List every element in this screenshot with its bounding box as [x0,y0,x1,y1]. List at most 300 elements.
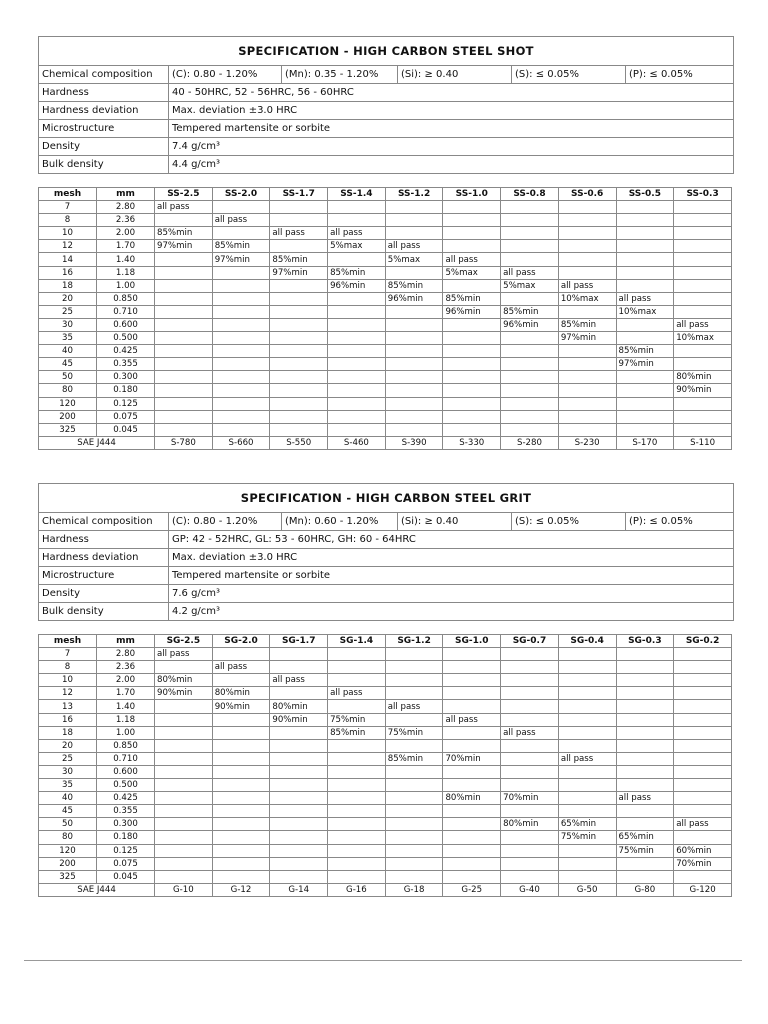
pass-cell [443,700,501,713]
pass-cell [616,240,674,253]
pass-cell [443,765,501,778]
pass-cell: 80%min [212,687,270,700]
pass-cell [270,648,328,661]
pass-cell [674,752,732,765]
pass-cell: 90%min [270,713,328,726]
pass-cell [501,292,559,305]
mesh-cell: 40 [39,792,97,805]
pass-cell [616,410,674,423]
pass-cell [270,240,328,253]
mesh-cell: 20 [39,292,97,305]
pass-cell [385,661,443,674]
pass-cell [443,831,501,844]
pass-cell [328,739,386,752]
table-row [39,831,732,844]
pass-cell [328,792,386,805]
mm-cell: 2.00 [97,674,155,687]
pass-cell: 75%min [616,844,674,857]
pass-cell: all pass [616,292,674,305]
sae-row [39,436,732,449]
table-row [39,423,732,436]
pass-cell [155,792,213,805]
table-row [39,279,732,292]
mm-cell: 0.710 [97,752,155,765]
pass-cell: 5%max [501,279,559,292]
hardness-label: Hardness [39,531,169,548]
pass-cell [270,857,328,870]
pass-cell: 97%min [212,253,270,266]
table-row [39,253,732,266]
pass-cell [616,713,674,726]
pass-cell [443,332,501,345]
pass-cell [212,201,270,214]
pass-cell [558,726,616,739]
grade-header: SS-0.5 [616,188,674,201]
pass-cell [501,674,559,687]
grade-header: SS-0.6 [558,188,616,201]
pass-cell [558,792,616,805]
table-row [39,358,732,371]
pass-cell [328,345,386,358]
pass-cell [155,739,213,752]
pass-cell [674,700,732,713]
micro-label: Microstructure [39,120,169,137]
deviation-value: Max. deviation ±3.0 HRC [172,552,298,563]
pass-cell [212,844,270,857]
pass-cell [328,214,386,227]
pass-cell [212,857,270,870]
pass-cell [558,805,616,818]
sae-grade-cell: G-25 [443,883,501,896]
pass-cell: all pass [674,318,732,331]
pass-cell [443,240,501,253]
sae-grade-cell: S-660 [212,436,270,449]
pass-cell: 5%max [443,266,501,279]
pass-cell [558,240,616,253]
pass-cell [674,726,732,739]
pass-cell [501,240,559,253]
mm-cell: 0.500 [97,332,155,345]
mesh-cell: 7 [39,201,97,214]
pass-cell [270,371,328,384]
pass-cell [270,384,328,397]
pass-cell: 75%min [328,713,386,726]
sae-grade-cell: G-14 [270,883,328,896]
shot-micro-row [39,120,733,138]
pass-cell [155,726,213,739]
mesh-cell: 12 [39,687,97,700]
pass-cell [616,687,674,700]
pass-cell [501,870,559,883]
density-label: Density [39,585,169,602]
shot-spec-title: SPECIFICATION - HIGH CARBON STEEL SHOT [39,37,733,66]
pass-cell [212,818,270,831]
pass-cell: 70%min [443,752,501,765]
table-row [39,661,732,674]
pass-cell [558,410,616,423]
mesh-cell: 200 [39,410,97,423]
pass-cell [616,423,674,436]
pass-cell [212,792,270,805]
pass-cell: 80%min [270,700,328,713]
pass-cell: all pass [270,227,328,240]
mesh-cell: 80 [39,831,97,844]
mm-cell: 0.600 [97,765,155,778]
pass-cell [328,700,386,713]
pass-cell [616,266,674,279]
pass-cell [443,384,501,397]
pass-cell: 90%min [212,700,270,713]
pass-cell: 10%max [558,292,616,305]
pass-cell [155,752,213,765]
pass-cell [558,423,616,436]
pass-cell [328,332,386,345]
table-row [39,818,732,831]
pass-cell [616,739,674,752]
chem-sulfur: (S): ≤ 0.05% [512,513,626,530]
pass-cell [501,713,559,726]
pass-cell [385,397,443,410]
pass-cell [558,648,616,661]
grit-spec-box [38,483,734,621]
pass-cell [501,687,559,700]
mesh-cell: 35 [39,332,97,345]
bulk-label: Bulk density [39,156,169,173]
pass-cell [385,818,443,831]
deviation-label: Hardness deviation [39,549,169,566]
pass-cell [443,687,501,700]
pass-cell [328,253,386,266]
pass-cell [443,805,501,818]
pass-cell [155,279,213,292]
grade-header: SS-2.0 [212,188,270,201]
pass-cell [674,358,732,371]
table-row [39,292,732,305]
pass-cell [385,384,443,397]
mm-cell: 0.425 [97,792,155,805]
grade-header: SG-1.7 [270,635,328,648]
sae-grade-cell: S-230 [558,436,616,449]
pass-cell: all pass [443,713,501,726]
pass-cell [385,332,443,345]
pass-cell [270,332,328,345]
pass-cell [328,674,386,687]
pass-cell [558,870,616,883]
pass-cell: 10%max [674,332,732,345]
pass-cell: 70%min [501,792,559,805]
sae-label: SAE J444 [39,883,155,896]
pass-cell [328,397,386,410]
table-row [39,371,732,384]
pass-cell: all pass [385,700,443,713]
pass-cell [558,844,616,857]
table-row [39,805,732,818]
pass-cell [616,726,674,739]
chem-values [169,513,733,530]
grade-header: SS-1.4 [328,188,386,201]
shot-density-row [39,138,733,156]
pass-cell [558,661,616,674]
pass-cell [501,253,559,266]
pass-cell [674,279,732,292]
pass-cell: 96%min [443,305,501,318]
pass-cell [674,765,732,778]
hardness-label: Hardness [39,84,169,101]
mesh-cell: 10 [39,674,97,687]
pass-cell [674,305,732,318]
pass-cell [674,266,732,279]
table-row [39,792,732,805]
pass-cell [674,661,732,674]
pass-cell [674,345,732,358]
pass-cell [155,332,213,345]
pass-cell: all pass [558,752,616,765]
mesh-cell: 45 [39,805,97,818]
pass-cell [443,371,501,384]
pass-cell [674,648,732,661]
pass-cell [501,201,559,214]
pass-cell [674,292,732,305]
pass-cell [155,358,213,371]
sae-row [39,883,732,896]
mm-cell: 1.00 [97,726,155,739]
mm-cell: 1.70 [97,240,155,253]
chem-silicon: (Si): ≥ 0.40 [398,66,512,83]
pass-cell: 85%min [616,345,674,358]
table-row [39,687,732,700]
pass-cell [270,844,328,857]
pass-cell [155,779,213,792]
pass-cell [328,384,386,397]
pass-cell [674,870,732,883]
pass-cell: all pass [270,674,328,687]
pass-cell [443,648,501,661]
pass-cell [616,279,674,292]
pass-cell [501,214,559,227]
pass-cell: all pass [616,792,674,805]
pass-cell: 96%min [501,318,559,331]
sae-grade-cell: G-120 [674,883,732,896]
pass-cell [385,305,443,318]
sae-grade-cell: S-110 [674,436,732,449]
pass-cell [443,857,501,870]
table-row [39,739,732,752]
pass-cell [674,423,732,436]
pass-cell: all pass [501,726,559,739]
mm-cell: 1.18 [97,713,155,726]
pass-cell: 5%max [328,240,386,253]
pass-cell [155,423,213,436]
sae-grade-cell: G-50 [558,883,616,896]
pass-cell [212,318,270,331]
table-row [39,397,732,410]
mm-cell: 0.850 [97,292,155,305]
pass-cell: 85%min [270,253,328,266]
pass-cell [501,831,559,844]
pass-cell [616,371,674,384]
pass-cell: 85%min [385,279,443,292]
mm-cell: 2.80 [97,648,155,661]
pass-cell [385,713,443,726]
mesh-cell: 200 [39,857,97,870]
pass-cell [616,661,674,674]
pass-cell [385,345,443,358]
pass-cell: all pass [155,201,213,214]
pass-cell [443,214,501,227]
mesh-cell: 50 [39,818,97,831]
pass-cell [558,713,616,726]
pass-cell [501,397,559,410]
pass-cell [558,857,616,870]
pass-cell [270,752,328,765]
grit-bulk-row [39,603,733,620]
mm-cell: 0.045 [97,423,155,436]
mm-cell: 1.70 [97,687,155,700]
pass-cell [155,345,213,358]
pass-cell [212,713,270,726]
mesh-cell: 25 [39,305,97,318]
pass-cell [155,818,213,831]
bulk-value: 4.4 g/cm³ [172,159,221,170]
pass-cell [558,779,616,792]
pass-cell [501,227,559,240]
pass-cell [674,687,732,700]
mm-cell: 1.00 [97,279,155,292]
pass-cell [385,371,443,384]
pass-cell: 96%min [385,292,443,305]
pass-cell [616,318,674,331]
table-row [39,648,732,661]
pass-cell [270,726,328,739]
mesh-cell: 16 [39,266,97,279]
pass-cell [155,214,213,227]
sae-grade-cell: S-390 [385,436,443,449]
mm-cell: 0.075 [97,857,155,870]
pass-cell [270,687,328,700]
table-row [39,752,732,765]
shot-spec-box [38,36,734,174]
pass-cell [328,818,386,831]
mesh-cell: 8 [39,661,97,674]
mm-cell: 0.075 [97,410,155,423]
table-row [39,201,732,214]
pass-cell [155,661,213,674]
pass-cell: 70%min [674,857,732,870]
pass-cell [501,371,559,384]
mm-cell: 0.355 [97,805,155,818]
pass-cell [443,844,501,857]
chem-phosphorus: (P): ≤ 0.05% [629,69,693,80]
grade-header: SG-2.5 [155,635,213,648]
pass-cell [616,870,674,883]
mesh-cell: 35 [39,779,97,792]
pass-cell [558,266,616,279]
pass-cell [328,844,386,857]
bulk-label: Bulk density [39,603,169,620]
pass-cell [270,318,328,331]
shot-chem-row [39,66,733,84]
pass-cell [155,844,213,857]
pass-cell [385,831,443,844]
chem-manganese: (Mn): 0.35 - 1.20% [282,66,398,83]
pass-cell: all pass [212,661,270,674]
pass-cell [270,279,328,292]
mm-cell: 0.300 [97,818,155,831]
mesh-cell: 30 [39,765,97,778]
chem-sulfur: (S): ≤ 0.05% [512,66,626,83]
pass-cell [212,805,270,818]
sae-grade-cell: S-460 [328,436,386,449]
deviation-value: Max. deviation ±3.0 HRC [172,105,298,116]
table-row [39,844,732,857]
pass-cell [328,358,386,371]
sae-label: SAE J444 [39,436,155,449]
pass-cell [155,371,213,384]
pass-cell [558,201,616,214]
pass-cell [385,227,443,240]
pass-cell [155,700,213,713]
pass-cell [443,726,501,739]
mm-cell: 2.36 [97,661,155,674]
pass-cell [443,870,501,883]
pass-cell: 85%min [385,752,443,765]
pass-cell [270,201,328,214]
mesh-cell: 45 [39,358,97,371]
pass-cell [501,648,559,661]
pass-cell [328,305,386,318]
pass-cell [616,384,674,397]
mesh-cell: 325 [39,423,97,436]
pass-cell: 85%min [443,292,501,305]
mm-cell: 0.180 [97,831,155,844]
pass-cell [328,410,386,423]
pass-cell [212,870,270,883]
sae-grade-cell: S-170 [616,436,674,449]
grade-header: SG-0.2 [674,635,732,648]
mesh-cell: 50 [39,371,97,384]
pass-cell [385,423,443,436]
pass-cell [674,201,732,214]
pass-cell [385,792,443,805]
mesh-cell: 30 [39,318,97,331]
pass-cell: 5%max [385,253,443,266]
pass-cell: 80%min [501,818,559,831]
pass-cell [501,752,559,765]
grit-deviation-row [39,549,733,567]
grit-hardness-row [39,531,733,549]
pass-cell: all pass [328,227,386,240]
pass-cell: all pass [501,266,559,279]
mm-header: mm [97,635,155,648]
pass-cell [558,674,616,687]
shot-mesh-table [38,187,732,450]
table-row [39,305,732,318]
pass-cell [616,779,674,792]
table-row [39,870,732,883]
pass-cell [212,384,270,397]
pass-cell [501,765,559,778]
chem-manganese: (Mn): 0.60 - 1.20% [282,513,398,530]
mm-cell: 2.00 [97,227,155,240]
pass-cell [558,384,616,397]
mm-cell: 0.425 [97,345,155,358]
hardness-value: 40 - 50HRC, 52 - 56HRC, 56 - 60HRC [172,87,354,98]
pass-cell [385,410,443,423]
pass-cell [385,214,443,227]
pass-cell [443,397,501,410]
mesh-cell: 18 [39,279,97,292]
pass-cell [385,687,443,700]
